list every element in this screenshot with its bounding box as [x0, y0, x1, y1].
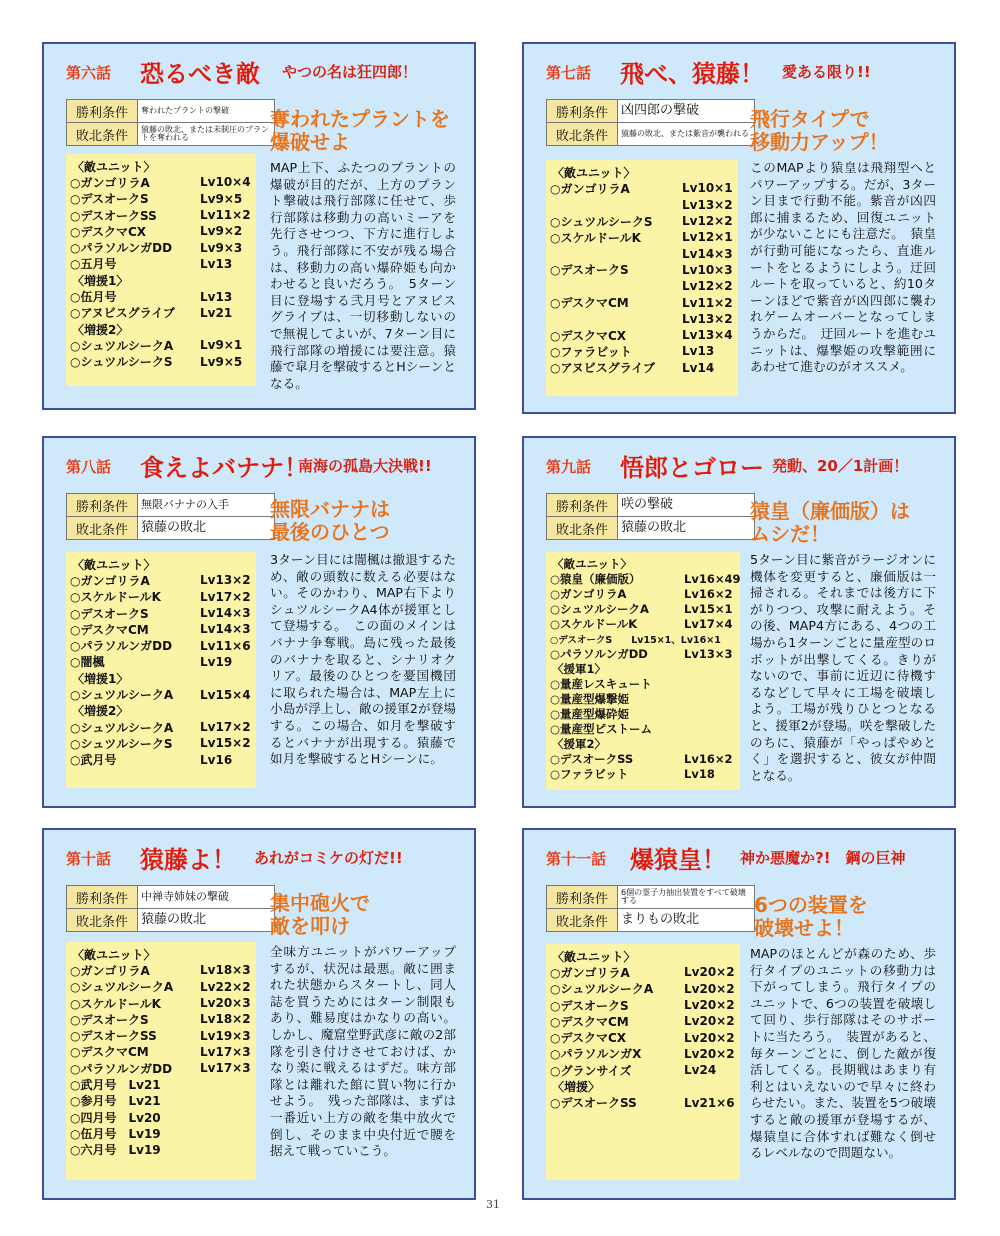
episode-title: 猿藤よ！	[140, 846, 236, 874]
episode-subtitle: 神か悪魔か?! 鋼の巨神	[740, 849, 906, 867]
episode-subtitle: やつの名は狂四郎！	[282, 63, 418, 81]
unit-row: ○デスオークS Lv14×3	[70, 606, 251, 621]
unit-row: ○シュツルシークS Lv9×5	[70, 354, 243, 370]
section-heading: 奪われたプラントを 爆破せよ	[270, 107, 450, 154]
unit-row: 〈増援2〉	[72, 322, 129, 337]
unit-row: ○スケルドールK Lv17×2	[70, 589, 251, 605]
episode-title: 食えよバナナ！	[140, 454, 308, 482]
panel-episode-11	[522, 828, 956, 1200]
panel-episode-7	[522, 42, 956, 414]
unit-row: ○デスクマCX Lv20×2	[550, 1030, 735, 1046]
unit-row: ○シュツルシークS Lv15×2	[70, 736, 251, 751]
strategy-text: MAP上下、ふたつのプラントの爆破が目的だが、上方のプラント撃破は飛行部隊に任せて、歩行部隊は移動力の高いミーアを先行させつつ、下方に進行しよう。飛行部隊に不安が残る場合は、移動力の高い爆砕姫も向かわせると良いだろう。 5ターン目に登場する弐月号とアヌビスグライブは、一切移動しないので無視してよいが、7ターン目に飛行部隊の増援には要注意。猿藤で皐月を撃破するとHシーンとなる。	[270, 160, 456, 391]
panel-episode-9	[522, 436, 956, 808]
panel-episode-8	[42, 436, 476, 808]
unit-row: ○六月号 Lv19	[70, 1143, 161, 1158]
lose-label: 敗北条件	[547, 517, 618, 540]
unit-row: ○五月号 Lv13	[70, 256, 233, 272]
unit-row: ○ファラビット Lv13	[550, 344, 715, 359]
unit-row: ○闇楓 Lv19	[70, 654, 233, 670]
episode-number: 第七話	[546, 64, 592, 82]
episode-title: 爆猿皇！	[630, 846, 726, 874]
unit-row: ○武月号 Lv16	[70, 752, 233, 768]
unit-row: ○ガンゴリラA Lv16×2	[550, 586, 733, 601]
conditions-table	[546, 99, 755, 146]
unit-row: ○デスクマCM Lv11×2	[550, 295, 733, 311]
win-condition: 奪われたプラントの撃破	[138, 100, 275, 123]
unit-row: 〈増援2〉	[72, 704, 129, 719]
conditions-table	[66, 99, 275, 146]
unit-row: ○デスクマCX Lv13×4	[550, 328, 733, 343]
unit-row: ○ガンゴリラA Lv13×2	[70, 573, 251, 588]
win-label: 勝利条件	[67, 494, 138, 517]
unit-row: 〈増援1〉	[72, 671, 129, 686]
unit-row: ○ガンゴリラA Lv20×2	[550, 965, 735, 980]
unit-row: ○アヌビスグライブ Lv21	[70, 305, 233, 321]
unit-row: ○デスクマCM Lv20×2	[550, 1014, 735, 1029]
unit-row: ○デスオークS Lv10×3	[550, 262, 733, 278]
unit-row: ○パラソルンガDD Lv13×3	[550, 646, 733, 661]
unit-row: ○デスオークSS Lv19×3	[70, 1028, 251, 1044]
unit-row: 〈敵ユニット〉	[552, 556, 633, 571]
unit-row: Lv12×2	[682, 279, 733, 294]
lose-label: 敗北条件	[547, 909, 618, 932]
episode-title: 悟郎とゴロー	[620, 454, 764, 482]
lose-condition: 猿藤の敗北、または紫音が襲われる	[618, 123, 755, 146]
episode-number: 第八話	[66, 458, 112, 476]
unit-row: ○量産型爆砕姫	[550, 706, 630, 721]
page-number: 31	[486, 1198, 500, 1211]
episode-subtitle: 発動、20／1計画！	[772, 457, 909, 475]
unit-row: ○ガンゴリラA Lv18×3	[70, 963, 251, 978]
unit-row: ○ファラビット Lv18	[550, 766, 715, 781]
unit-row: 〈敵ユニット〉	[72, 557, 156, 572]
unit-row: 〈増援1〉	[72, 273, 129, 288]
unit-row: ○参月号 Lv21	[70, 1094, 161, 1109]
episode-title: 恐るべき敵	[140, 60, 260, 88]
win-condition: 凶四郎の撃破	[618, 100, 755, 123]
unit-row: ○ガンゴリラA Lv10×1	[550, 181, 733, 196]
conditions-table	[66, 493, 275, 540]
unit-row: ○シュツルシークA Lv15×4	[70, 687, 251, 703]
lose-condition: まりもの敗北	[618, 909, 755, 932]
unit-row: ○ガンゴリラA Lv10×4	[70, 175, 251, 190]
win-condition: 咲の撃破	[618, 494, 755, 517]
lose-condition: 猿藤の敗北	[618, 517, 755, 540]
unit-row: ○デスクマCM Lv17×3	[70, 1044, 251, 1060]
strategy-text: このMAPより猿皇は飛翔型へとパワーアップする。だが、3ターン目まで行動不能。紫音が凶四郎に捕まるため、回復ユニットが少ないことにも注意だ。 猿皇が行動可能になったら、直進ルートをとるようにしよう。迂回ルートを取っていると、約10ターンほどで紫音が凶四郎に襲われゲームオーバーとなってしまうからだ。 迂回ルートを進むユニットは、爆撃姫の攻撃範囲にあわせて進むのがオススメ。	[750, 160, 936, 375]
conditions-table	[546, 493, 755, 540]
unit-row: 〈援軍1〉	[552, 661, 607, 676]
unit-row: ○シュツルシークA Lv15×1	[550, 601, 733, 616]
unit-row: ○シュツルシークA Lv22×2	[70, 979, 251, 995]
unit-row: ○スケルドールK Lv17×4	[550, 616, 733, 631]
enemy-unit-list	[546, 160, 738, 396]
lose-label: 敗北条件	[67, 517, 138, 540]
unit-row: 〈敵ユニット〉	[72, 159, 156, 174]
unit-row: ○量産レスキュート	[550, 676, 652, 691]
unit-row: ○パラソルンガX Lv20×2	[550, 1046, 735, 1062]
lose-label: 敗北条件	[547, 123, 618, 146]
unit-row: ○シュツルシークA Lv9×1	[70, 338, 243, 353]
section-heading: 猿皇（廉価版）は ムシだ！	[750, 499, 910, 546]
win-label: 勝利条件	[67, 886, 138, 909]
win-label: 勝利条件	[67, 100, 138, 123]
win-condition: 無限バナナの入手	[138, 494, 275, 517]
unit-row: 〈増援〉	[552, 1080, 601, 1095]
episode-number: 第十一話	[546, 850, 607, 868]
episode-number: 第十話	[66, 850, 112, 868]
conditions-table	[66, 885, 275, 932]
strategy-text: 5ターン目に紫音がラージオンに機体を変更すると、廉価版は一掃される。それまでは後方に下がりつつ、攻撃に耐えよう。その後、MAP4方にある、4つの工場から1ターンごとに量産型のロボットが出撃してくる。きりがないので、事前に近辺に待機するなどして早々に工場を破壊しよう。工場が残りひとつとなると、援軍2が登場。咲を撃破したのちに、猿藤が「やっぱやめとく」を選択すると、彼女が仲間となる。	[750, 552, 936, 783]
conditions-table	[546, 885, 755, 932]
unit-row: ○量産型ピストーム	[550, 721, 653, 736]
unit-row: ○量産型爆撃姫	[550, 691, 630, 706]
unit-row: ○デスクマCX Lv9×2	[70, 224, 243, 239]
win-label: 勝利条件	[547, 886, 618, 909]
unit-row: ○グランサイズ Lv24	[550, 1063, 717, 1078]
episode-number: 第六話	[66, 64, 112, 82]
enemy-unit-list	[66, 552, 256, 788]
unit-row: ○アヌビスグライブ Lv14	[550, 360, 715, 376]
unit-row: ○パラソルンガDD Lv9×3	[70, 240, 243, 256]
unit-row: ○デスオークS Lv18×2	[70, 1012, 251, 1027]
unit-row: ○デスオークSS Lv16×2	[550, 751, 733, 766]
win-condition: 中禅寺姉妹の撃破	[138, 886, 275, 909]
unit-row: Lv13×2	[682, 197, 733, 212]
strategy-text: 3ターン目には闇楓は撤退するため、敵の頭数に数える必要はない。そのかわり、MAP右下よりシュツルシークA4体が援軍として登場する。 この面のメインはバナナ争奪戦。島に残った最後のバナナを取ると、シナリオクリア。最後のひとつを憂国機団に取られた場合は、MAP左上に小島が浮上し、敵の援軍2が登場する。この場合、如月を撃破するとバナナが出現する。猿藤で如月を撃破するとHシーンに。	[270, 552, 456, 767]
unit-row: 〈敵ユニット〉	[552, 949, 636, 964]
enemy-unit-list	[66, 942, 256, 1180]
section-heading: 飛行タイプで 移動力アップ！	[750, 107, 889, 154]
enemy-unit-list	[66, 154, 256, 386]
panel-episode-6	[42, 42, 476, 410]
episode-subtitle: 南海の孤島大決戦!!	[298, 457, 432, 475]
win-label: 勝利条件	[547, 100, 618, 123]
unit-row: ○デスオークS Lv20×2	[550, 998, 735, 1013]
unit-row: ○デスオークSS Lv11×2	[70, 208, 251, 223]
strategy-text: 全味方ユニットがパワーアップするが、状況は最悪。敵に囲まれた状態からスタートし、同人誌を買うためにはターン制限もあり、難易度はかなりの高い。しかし、魔窟堂野武彦に敵の2部隊を引き付けさせておけば、かなり楽に戦えるはずだ。味方部隊とは離れた館に買い物に行かせよう。 残った部隊は、まずは一番近い上方の敵を集中放火で倒し、そのまま中央付近で腰を据えて戦っていこう。	[270, 944, 456, 1159]
unit-row: ○パラソルンガDD Lv17×3	[70, 1061, 251, 1076]
unit-row: ○武月号 Lv21	[70, 1078, 161, 1093]
unit-row: ○デスオークS Lv15×1、Lv16×1	[550, 634, 721, 646]
unit-row: 〈敵ユニット〉	[552, 165, 636, 180]
panel-episode-10	[42, 828, 476, 1200]
section-heading: 集中砲火で 敵を叩け	[270, 891, 370, 938]
lose-label: 敗北条件	[67, 123, 138, 146]
unit-row: ○シュツルシークA Lv20×2	[550, 981, 735, 997]
win-condition: 6個の霊子力抽出装置をすべて破壊する	[618, 886, 755, 909]
episode-subtitle: あれがコミケの灯だ!!	[254, 849, 403, 867]
unit-row: ○伍月号 Lv19	[70, 1126, 161, 1141]
unit-row: ○伍月号 Lv13	[70, 289, 233, 305]
unit-row: ○デスオークS Lv9×5	[70, 191, 243, 207]
unit-row: 〈援軍2〉	[552, 736, 607, 751]
unit-row: ○猿皇（廉価版） Lv16×49	[550, 571, 741, 586]
unit-row: ○デスオークSS Lv21×6	[550, 1095, 735, 1111]
win-label: 勝利条件	[547, 494, 618, 517]
lose-condition: 猿藤の敗北	[138, 909, 275, 932]
unit-row: ○パラソルンガDD Lv11×6	[70, 638, 251, 654]
unit-row: ○シュツルシークS Lv12×2	[550, 214, 733, 229]
section-heading: 無限バナナは 最後のひとつ	[270, 497, 390, 544]
unit-row: Lv14×3	[682, 246, 733, 261]
unit-row: ○四月号 Lv20	[70, 1110, 161, 1125]
unit-row: ○シュツルシークA Lv17×2	[70, 720, 251, 735]
strategy-text: MAPのほとんどが森のため、歩行タイプのユニットの移動力は下がってしまう。飛行タイプのユニットで、6つの装置を破壊して回り、歩行部隊はそのサポートに当たろう。 装置があると、毎ターンごとに、倒した敵が復活してくる。長期戦はあまり有利とはいえないので早々に終わらせたい。また、装置を5つ破壊すると敵の援軍が登場するが、爆猿皇に合体すれば難なく倒せるレベルなので問題ない。	[750, 946, 936, 1161]
unit-row: Lv13×2	[682, 311, 733, 326]
lose-condition: 猿藤の敗北	[138, 517, 275, 540]
lose-condition: 猿藤の敗北、または未制圧のプラントを奪われる	[138, 123, 275, 146]
episode-number: 第九話	[546, 458, 592, 476]
enemy-unit-list	[546, 552, 740, 790]
unit-row: ○デスクマCM Lv14×3	[70, 622, 251, 637]
episode-title: 飛べ、猿藤！	[620, 60, 764, 88]
unit-row: ○スケルドールK Lv20×3	[70, 996, 251, 1011]
unit-row: ○スケルドールK Lv12×1	[550, 230, 733, 245]
unit-row: 〈敵ユニット〉	[72, 947, 156, 962]
lose-label: 敗北条件	[67, 909, 138, 932]
section-heading: 6つの装置を 破壊せよ！	[754, 893, 868, 940]
episode-subtitle: 愛ある限り!!	[782, 63, 871, 81]
enemy-unit-list	[546, 944, 740, 1180]
